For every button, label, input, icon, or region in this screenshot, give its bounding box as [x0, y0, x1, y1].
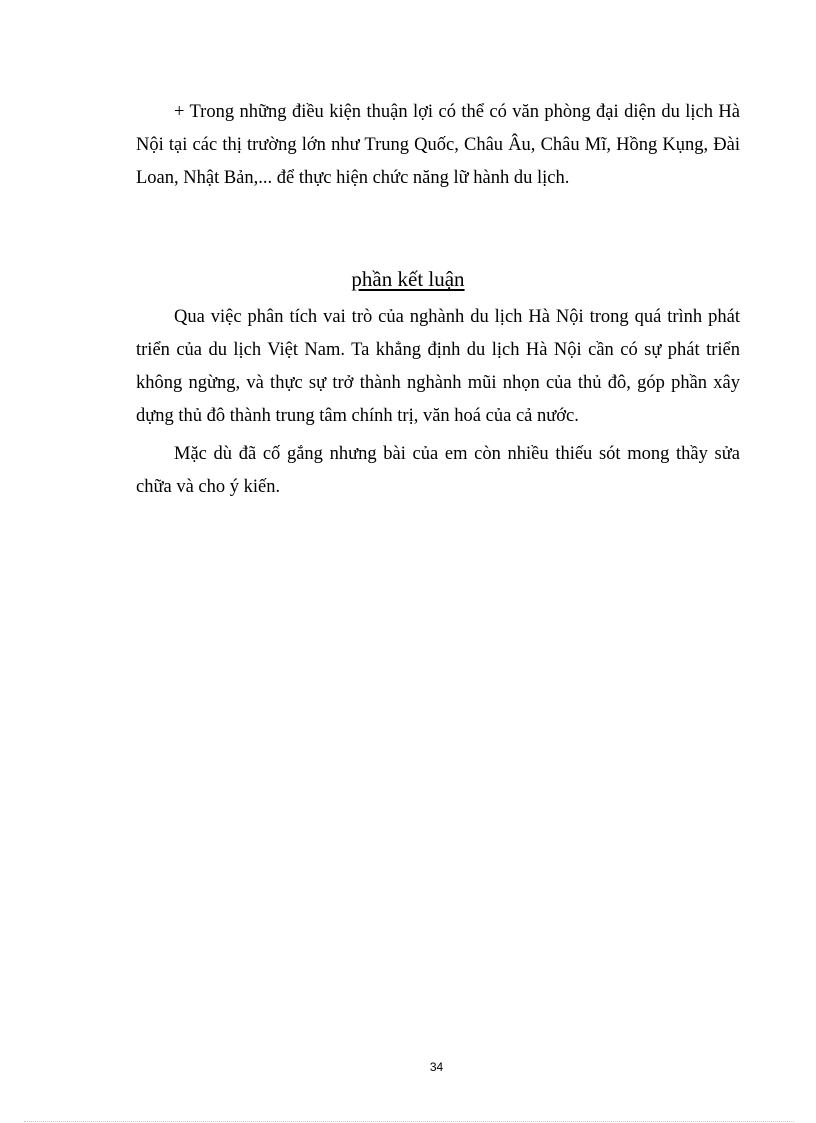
conclusion-section: [136, 301, 740, 504]
page-number: 34: [429, 1060, 444, 1074]
conclusion-paragraph-2: Mặc dù đã cố gắng nhưng bài của em còn nhiều thiếu sót mong thầy sửa chữa và cho ý kiến.: [136, 444, 740, 497]
conclusion-paragraph-1: Qua việc phân tích vai trò của nghành du lịch Hà Nội trong quá trình phát triển của du lịch Việt Nam. Ta khẳng định du lịch Hà Nội cần có sự phát triển không ngừng, và thực sự trở thành nghành mũi nhọn của thủ đô, góp phần xây dựng thủ đô thành trung tâm chính trị, văn hoá của cả nước.: [136, 307, 740, 426]
footer-divider: [24, 1121, 794, 1122]
intro-section: [136, 96, 740, 195]
intro-paragraph: + Trong những điều kiện thuận lợi có thể có văn phòng đại diện du lịch Hà Nội tại các thị trường lớn như Trung Quốc, Châu Âu, Châu Mĩ, Hồng Kụng, Đài Loan, Nhật Bản,... để thực hiện chức năng lữ hành du lịch.: [136, 102, 740, 188]
conclusion-heading: phần kết luận: [351, 267, 465, 291]
